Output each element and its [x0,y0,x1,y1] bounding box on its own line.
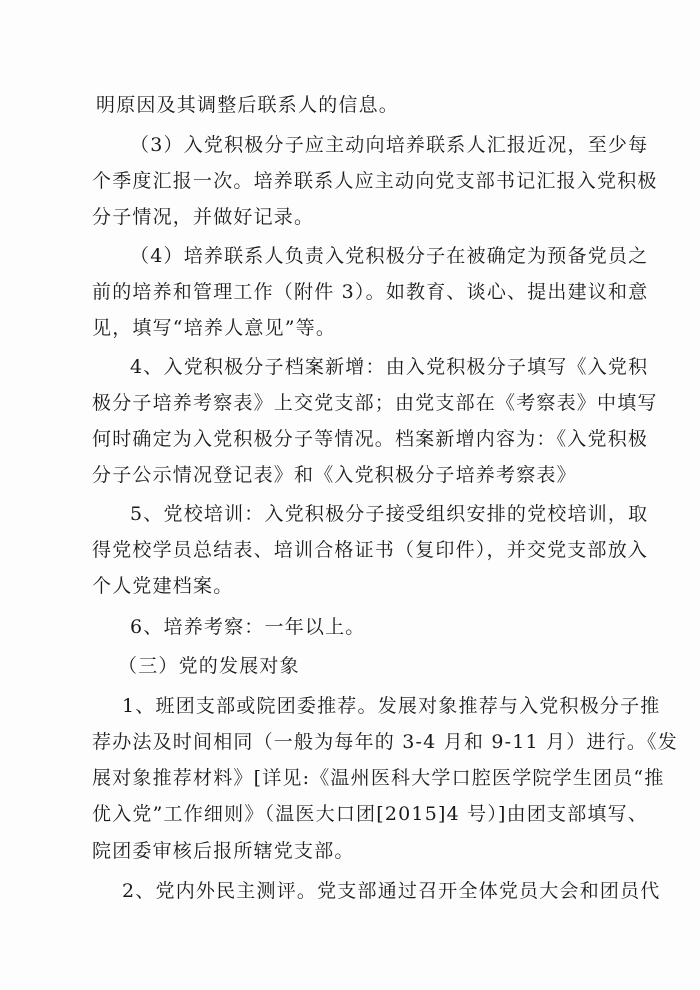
text-line: 个季度汇报一次。培养联系人应主动向党支部书记汇报入党积极 [92,170,658,192]
text-line: 6、培养考察：一年以上。 [130,616,366,638]
text-line: 荐办法及时间相同（一般为每年的 3-4 月和 9-11 月）进行。《发 [92,731,678,753]
text-line: （4）培养联系人负责入党积极分子在被确定为预备党员之 [130,245,649,267]
text-line: 何时确定为入党积极分子等情况。档案新增内容为：《入党积极 [92,428,649,450]
text-line: 展对象推荐材料》[详见:《温州医科大学口腔医学院学生团员“推 [92,767,665,789]
text-line: 5、党校培训：入党积极分子接受组织安排的党校培训，取 [130,503,649,525]
text-line: 分子公示情况登记表》和《入党积极分子培养考察表》 [92,464,577,486]
text-line: 2、党内外民主测评。党支部通过召开全体党员大会和团员代 [122,880,661,902]
text-line: 1、班团支部或院团委推荐。发展对象推荐与入党积极分子推 [122,695,661,717]
text-line: 前的培养和管理工作（附件 3）。如教育、谈心、提出建议和意 [92,281,649,303]
text-line: 明原因及其调整后联系人的信息。 [96,94,400,116]
text-line: 极分子培养考察表》上交党支部；由党支部在《考察表》中填写 [92,392,658,414]
text-line: 分子情况，并做好记录。 [92,206,315,228]
text-line: （3）入党积极分子应主动向培养联系人汇报近况，至少每 [130,134,649,156]
text-line: 个人党建档案。 [92,575,234,597]
text-line: 得党校学员总结表、培训合格证书（复印件），并交党支部放入 [92,539,649,561]
text-line: 院团委审核后报所辖党支部。 [92,840,355,862]
text-line: 4、入党积极分子档案新增：由入党积极分子填写《入党积 [130,356,649,378]
text-line: 优入党”工作细则》（温医大口团[2015]4 号）]由团支部填写、 [92,803,649,825]
section-heading: （三）党的发展对象 [118,655,300,677]
text-line: 见，填写“培养人意见”等。 [92,317,337,339]
